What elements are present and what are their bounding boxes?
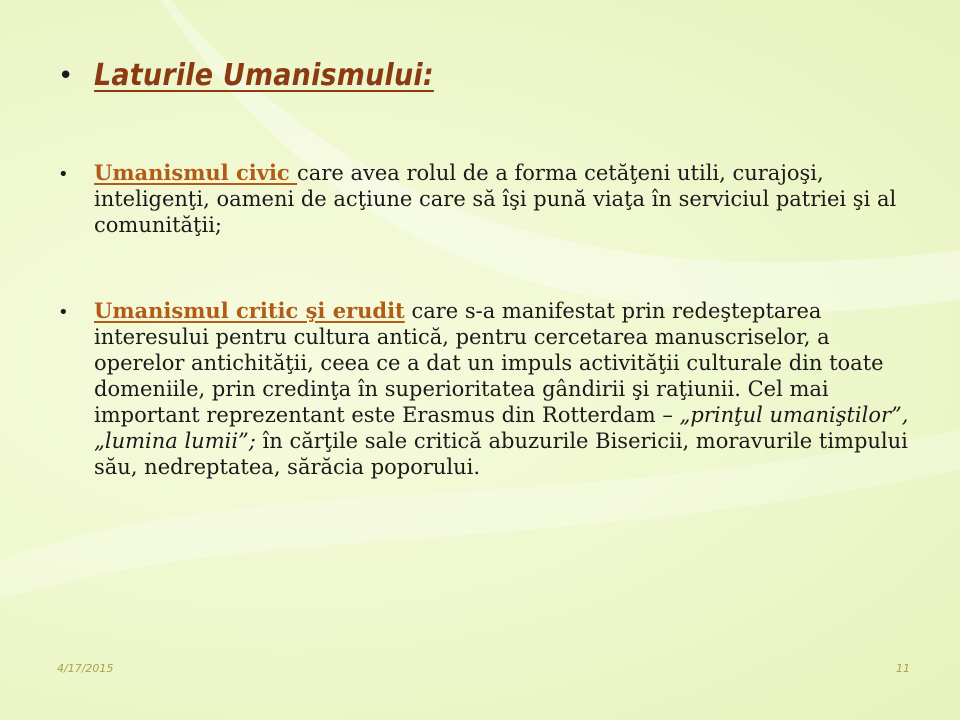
- description-civic: care avea rolul de a forma cetăţeni utili, curajoşi, inteligenţi, oameni de acţiune care să îşi pună viaţa în serviciul patriei şi al comunităţii;: [94, 161, 897, 237]
- term-critic: Umanismul critic şi erudit: [94, 298, 405, 323]
- list-item-civic: [58, 160, 918, 238]
- slide-title: Laturile Umanismului:: [94, 58, 434, 93]
- footer-date: 4/17/2015: [57, 662, 114, 675]
- description-critic-part2: în cărţile sale critică abuzurile Bisericii, moravurile timpului său, nedreptatea, sărăcia poporului.: [94, 429, 908, 479]
- bullet-icon: •: [58, 164, 69, 185]
- description-critic-quote: „prinţul umaniştilor”, „lumina lumii”;: [94, 403, 909, 453]
- list-item-critic: [58, 298, 918, 480]
- slide-number: 11: [896, 662, 910, 675]
- item-text: [94, 160, 914, 238]
- term-civic: Umanismul civic: [94, 160, 298, 185]
- title-row: [58, 58, 434, 93]
- description-critic-part1: care s-a manifestat prin redeşteptarea interesului pentru cultura antică, pentru cercetarea manuscriselor, a operelor antichităţii, ceea ce a dat un impuls activităţii culturale din toate domeniile, prin credinţa în superioritatea gândirii şi raţiunii. Cel mai important reprezentant este Erasmus din Rotterdam –: [94, 299, 884, 427]
- item-text: [94, 298, 914, 480]
- bullet-icon: •: [58, 60, 74, 91]
- bullet-icon: •: [58, 302, 69, 323]
